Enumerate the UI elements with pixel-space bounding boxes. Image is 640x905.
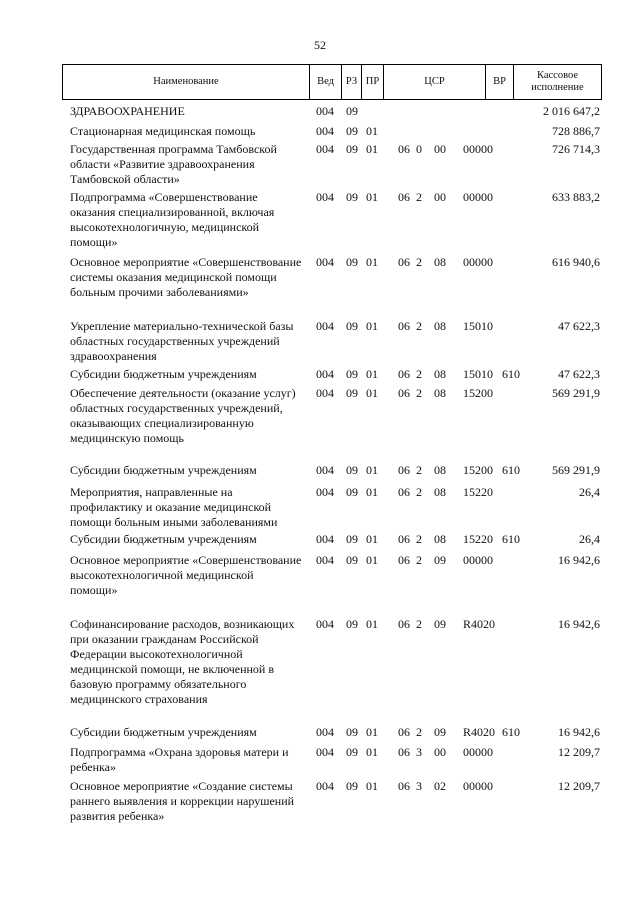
row-name: Основное мероприятие «Создание системы раннего выявления и коррекции нарушений развития ребенка» [70, 779, 295, 823]
row-name: Подпрограмма «Охрана здоровья матери и ребенка» [70, 745, 289, 774]
row-pr: 01 [366, 725, 378, 739]
table-header [62, 64, 602, 100]
row-csr-event: 08 [434, 485, 446, 499]
row-rz: 09 [346, 745, 358, 759]
row-csr-event: 00 [434, 745, 446, 759]
row-csr-event: 02 [434, 779, 446, 793]
row-vr: 610 [502, 367, 520, 381]
row-csr-program: 06 [398, 532, 410, 546]
row-rz: 09 [346, 617, 358, 631]
row-csr-subprogram: 3 [416, 779, 422, 793]
row-csr-event: 08 [434, 319, 446, 333]
row-csr-event: 08 [434, 532, 446, 546]
row-pr: 01 [366, 779, 378, 793]
row-csr-event: 09 [434, 553, 446, 567]
row-csr-program: 06 [398, 386, 410, 400]
row-pr: 01 [366, 617, 378, 631]
row-vr: 610 [502, 532, 520, 546]
row-rz: 09 [346, 255, 358, 269]
row-pr: 01 [366, 485, 378, 499]
row-name: Субсидии бюджетным учреждениям [70, 532, 257, 546]
row-csr-direction: 15220 [463, 532, 493, 546]
row-rz: 09 [346, 142, 358, 156]
row-csr-event: 00 [434, 142, 446, 156]
row-rz: 09 [346, 463, 358, 477]
row-csr-subprogram: 2 [416, 485, 422, 499]
row-csr-program: 06 [398, 319, 410, 333]
row-ved: 004 [316, 553, 334, 567]
row-csr-direction: R4020 [463, 617, 496, 631]
row-name: Основное мероприятие «Совершенствование высокотехнологичной медицинской помощи» [70, 553, 302, 597]
row-csr-direction: 00000 [463, 142, 493, 156]
row-csr-program: 06 [398, 255, 410, 269]
row-sum: 726 714,3 [552, 142, 600, 156]
row-csr-program: 06 [398, 745, 410, 759]
row-ved: 004 [316, 386, 334, 400]
row-csr-program: 06 [398, 553, 410, 567]
row-name: Укрепление материально-технической базы областных государственных учреждений здравоохранения [70, 319, 294, 363]
row-csr-direction: 00000 [463, 553, 493, 567]
row-csr-program: 06 [398, 779, 410, 793]
row-ved: 004 [316, 142, 334, 156]
row-sum: 728 886,7 [552, 124, 600, 138]
row-csr-direction: 15220 [463, 485, 493, 499]
row-pr: 01 [366, 553, 378, 567]
row-sum: 16 942,6 [558, 725, 600, 739]
header-name: Наименование [153, 76, 219, 88]
row-csr-event: 08 [434, 255, 446, 269]
row-name: Софинансирование расходов, возникающих при оказании гражданам Российской Федерации высокотехнологичной медицинской помощи, не включенной в базовую программу обязательного медицинского страхования [70, 617, 295, 706]
row-sum: 12 209,7 [558, 779, 600, 793]
row-csr-program: 06 [398, 725, 410, 739]
row-sum: 47 622,3 [558, 319, 600, 333]
row-csr-subprogram: 2 [416, 319, 422, 333]
header-rz: РЗ [341, 65, 361, 99]
header-sum: Кассовое исполнение [513, 65, 601, 99]
row-name: Обеспечение деятельности (оказание услуг) областных государственных учреждений, оказывающих специализированную медицинскую помощь [70, 386, 296, 445]
row-csr-direction: 15010 [463, 319, 493, 333]
row-ved: 004 [316, 779, 334, 793]
row-sum: 47 622,3 [558, 367, 600, 381]
row-ved: 004 [316, 532, 334, 546]
row-name: Мероприятия, направленные на профилактику и оказание медицинской помощи больным иными заболеваниями [70, 485, 278, 529]
row-sum: 16 942,6 [558, 617, 600, 631]
row-name: ЗДРАВООХРАНЕНИЕ [70, 104, 185, 118]
header-vr: ВР [485, 65, 513, 99]
row-rz: 09 [346, 725, 358, 739]
row-ved: 004 [316, 255, 334, 269]
row-csr-program: 06 [398, 485, 410, 499]
row-rz: 09 [346, 779, 358, 793]
row-csr-subprogram: 2 [416, 463, 422, 477]
row-csr-direction: 00000 [463, 745, 493, 759]
row-csr-subprogram: 2 [416, 617, 422, 631]
row-ved: 004 [316, 745, 334, 759]
row-ved: 004 [316, 319, 334, 333]
row-csr-subprogram: 0 [416, 142, 422, 156]
row-sum: 26,4 [579, 532, 600, 546]
row-csr-direction: 00000 [463, 255, 493, 269]
row-csr-subprogram: 2 [416, 553, 422, 567]
row-rz: 09 [346, 553, 358, 567]
row-sum: 633 883,2 [552, 190, 600, 204]
row-csr-program: 06 [398, 190, 410, 204]
row-csr-program: 06 [398, 463, 410, 477]
row-name: Субсидии бюджетным учреждениям [70, 367, 257, 381]
row-name: Субсидии бюджетным учреждениям [70, 463, 257, 477]
row-csr-direction: 15200 [463, 463, 493, 477]
row-csr-direction: 15010 [463, 367, 493, 381]
row-csr-event: 08 [434, 367, 446, 381]
row-csr-subprogram: 2 [416, 255, 422, 269]
row-csr-event: 08 [434, 386, 446, 400]
row-vr: 610 [502, 463, 520, 477]
row-rz: 09 [346, 532, 358, 546]
row-pr: 01 [366, 745, 378, 759]
row-ved: 004 [316, 367, 334, 381]
row-csr-direction: 15200 [463, 386, 493, 400]
row-sum: 569 291,9 [552, 386, 600, 400]
row-rz: 09 [346, 124, 358, 138]
row-vr: 610 [502, 725, 520, 739]
row-rz: 09 [346, 485, 358, 499]
row-name: Стационарная медицинская помощь [70, 124, 256, 138]
row-csr-subprogram: 2 [416, 725, 422, 739]
row-csr-event: 00 [434, 190, 446, 204]
row-csr-program: 06 [398, 617, 410, 631]
header-pr: ПР [361, 65, 383, 99]
row-csr-direction: 00000 [463, 190, 493, 204]
row-csr-program: 06 [398, 367, 410, 381]
row-pr: 01 [366, 124, 378, 138]
row-csr-event: 09 [434, 725, 446, 739]
row-csr-event: 08 [434, 463, 446, 477]
row-pr: 01 [366, 319, 378, 333]
row-rz: 09 [346, 367, 358, 381]
row-pr: 01 [366, 142, 378, 156]
row-ved: 004 [316, 190, 334, 204]
row-csr-subprogram: 2 [416, 190, 422, 204]
row-pr: 01 [366, 532, 378, 546]
row-csr-event: 09 [434, 617, 446, 631]
row-name: Основное мероприятие «Совершенствование системы оказания медицинской помощи больным прочими заболеваниями» [70, 255, 302, 299]
row-ved: 004 [316, 485, 334, 499]
row-rz: 09 [346, 104, 358, 118]
row-ved: 004 [316, 124, 334, 138]
row-sum: 12 209,7 [558, 745, 600, 759]
row-pr: 01 [366, 367, 378, 381]
row-csr-subprogram: 2 [416, 367, 422, 381]
row-sum: 16 942,6 [558, 553, 600, 567]
row-csr-program: 06 [398, 142, 410, 156]
row-sum: 616 940,6 [552, 255, 600, 269]
row-csr-direction: R4020 [463, 725, 496, 739]
header-ved: Вед [309, 65, 341, 99]
row-ved: 004 [316, 104, 334, 118]
row-name: Субсидии бюджетным учреждениям [70, 725, 257, 739]
row-sum: 26,4 [579, 485, 600, 499]
row-csr-direction: 00000 [463, 779, 493, 793]
row-pr: 01 [366, 463, 378, 477]
row-rz: 09 [346, 386, 358, 400]
page-number: 52 [314, 38, 326, 52]
row-csr-subprogram: 2 [416, 386, 422, 400]
row-sum: 569 291,9 [552, 463, 600, 477]
row-ved: 004 [316, 617, 334, 631]
row-csr-subprogram: 2 [416, 532, 422, 546]
row-ved: 004 [316, 463, 334, 477]
row-pr: 01 [366, 255, 378, 269]
row-ved: 004 [316, 725, 334, 739]
row-pr: 01 [366, 386, 378, 400]
row-csr-subprogram: 3 [416, 745, 422, 759]
header-csr: ЦСР [383, 65, 485, 99]
row-sum: 2 016 647,2 [543, 104, 600, 118]
row-pr: 01 [366, 190, 378, 204]
row-name: Подпрограмма «Совершенствование оказания специализированной, включая высокотехнологичную, медицинской помощи» [70, 190, 275, 249]
row-name: Государственная программа Тамбовской области «Развитие здравоохранения Тамбовской области» [70, 142, 277, 186]
row-rz: 09 [346, 190, 358, 204]
row-rz: 09 [346, 319, 358, 333]
